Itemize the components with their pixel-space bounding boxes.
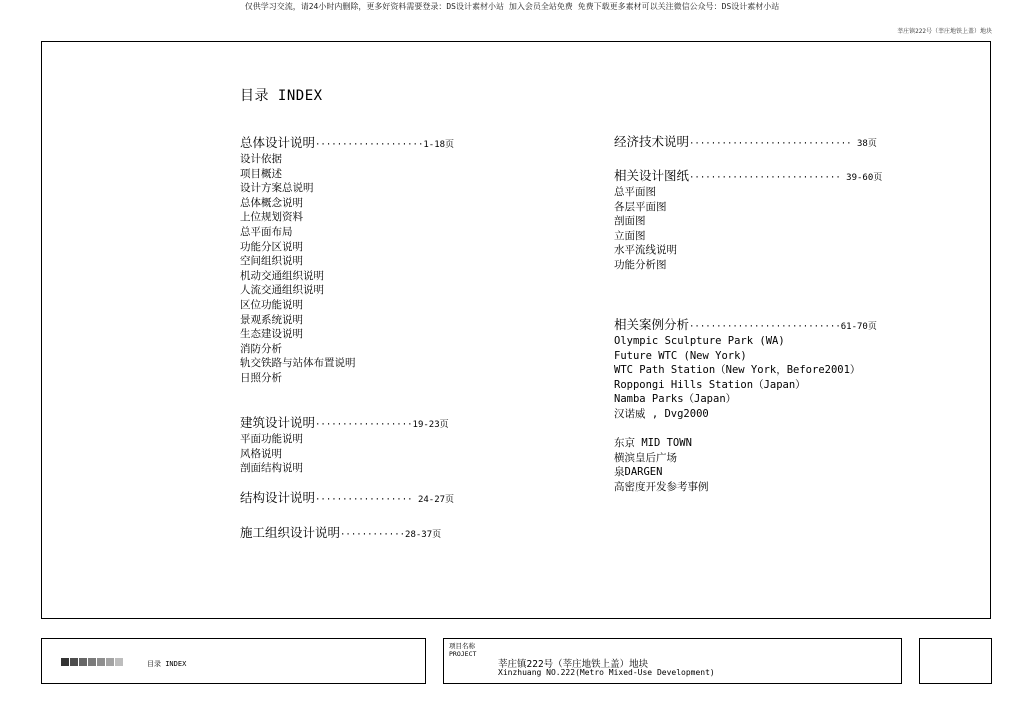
color-swatch: [61, 658, 69, 666]
list-item[interactable]: 水平流线说明: [614, 244, 677, 257]
toc-heading: 相关设计图纸: [614, 168, 690, 183]
list-item[interactable]: Namba Parks（Japan）: [614, 393, 737, 406]
toc-page-range: ····················1-18页: [315, 140, 455, 150]
list-item[interactable]: 上位规划资料: [240, 211, 303, 224]
toc-page-range: ············28-37页: [340, 530, 442, 540]
list-item[interactable]: 人流交通组织说明: [240, 284, 324, 297]
toc-page-range: ···························· 39-60页: [689, 173, 883, 183]
project-label-en: PROJECT: [449, 650, 477, 658]
project-tag: 莘庄镇222号（莘庄地铁上盖）地块: [897, 28, 992, 35]
color-swatch: [97, 658, 105, 666]
toc-heading: 总体设计说明: [240, 135, 316, 150]
project-label-zh: 项目名称: [449, 642, 475, 650]
list-item[interactable]: 区位功能说明: [240, 298, 303, 311]
project-name-zh: 莘庄镇222号（莘庄地铁上盖）地块: [498, 659, 649, 670]
toc-page-range: ·················· 24-27页: [315, 495, 455, 505]
list-item[interactable]: 总平面图: [614, 186, 656, 198]
toc-page-range: ····························61-70页: [689, 322, 877, 332]
project-field-label: [449, 642, 476, 658]
list-item[interactable]: 景观系统说明: [240, 313, 303, 326]
list-item[interactable]: 风格说明: [240, 447, 282, 460]
list-item[interactable]: 消防分析: [240, 342, 282, 355]
project-name-en: Xinzhuang NO.222(Metro Mixed-Use Development): [498, 668, 715, 677]
toc-page-range: ··················19-23页: [315, 420, 449, 430]
list-item[interactable]: Roppongi Hills Station（Japan）: [614, 378, 806, 391]
page-title: 目录 INDEX: [240, 88, 323, 104]
list-item[interactable]: 功能分析图: [614, 258, 667, 271]
color-swatch: [106, 658, 114, 666]
list-spacer: [614, 422, 860, 437]
list-item[interactable]: 设计方案总说明: [240, 182, 314, 195]
toc-list-architecture: [240, 432, 303, 476]
swatch-bar: [61, 658, 123, 666]
list-item[interactable]: Future WTC (New York): [614, 349, 747, 362]
list-item[interactable]: 总平面布局: [240, 225, 293, 238]
color-swatch: [79, 658, 87, 666]
color-swatch: [88, 658, 96, 666]
toc-list-drawings: [614, 185, 677, 273]
toc-section-construction[interactable]: [240, 526, 441, 542]
color-swatch: [115, 658, 123, 666]
list-item[interactable]: 各层平面图: [614, 200, 667, 213]
toc-list-cases: [614, 334, 860, 495]
list-item[interactable]: 总体概念说明: [240, 196, 303, 209]
toc-heading: 结构设计说明: [240, 490, 316, 505]
title-block-index-label: 目录 INDEX: [147, 660, 187, 668]
download-notice: 仅供学习交流，请24小时内删除，更多好资料需要登录：DS设计素材小站 加入会员全站免费 免费下载更多素材可以关注微信公众号：DS设计素材小站: [244, 2, 780, 11]
toc-list-general: [240, 152, 356, 386]
list-item[interactable]: 剖面图: [614, 215, 646, 228]
list-item[interactable]: 剖面结构说明: [240, 462, 303, 475]
list-item[interactable]: 泉DARGEN: [614, 466, 663, 479]
list-item[interactable]: 设计依据: [240, 153, 282, 165]
list-item[interactable]: Olympic Sculpture Park (WA): [614, 335, 785, 347]
toc-section-architecture[interactable]: [240, 416, 449, 432]
toc-heading: 经济技术说明: [614, 134, 690, 149]
list-item[interactable]: 立面图: [614, 229, 646, 242]
toc-section-structure[interactable]: [240, 491, 454, 507]
toc-section-drawings[interactable]: [614, 169, 882, 185]
toc-heading: 相关案例分析: [614, 317, 690, 332]
list-item[interactable]: 高密度开发参考事例: [614, 480, 709, 493]
list-item[interactable]: WTC Path Station（New York，Before2001）: [614, 364, 861, 377]
list-item[interactable]: 日照分析: [240, 371, 282, 384]
toc-section-general[interactable]: [240, 136, 454, 152]
toc-section-economics[interactable]: [614, 135, 877, 151]
list-item[interactable]: 空间组织说明: [240, 255, 303, 268]
list-item[interactable]: 功能分区说明: [240, 240, 303, 253]
title-block-sheet: [919, 638, 992, 684]
list-item[interactable]: 项目概述: [240, 167, 282, 180]
list-item[interactable]: 机动交通组织说明: [240, 269, 324, 282]
toc-heading: 施工组织设计说明: [240, 525, 341, 540]
color-swatch: [70, 658, 78, 666]
list-item[interactable]: 东京 MID TOWN: [614, 437, 692, 450]
list-item[interactable]: 汉诺威 , Dvg2000: [614, 407, 709, 420]
list-item[interactable]: 轨交铁路与站体布置说明: [240, 357, 356, 370]
toc-section-cases[interactable]: [614, 318, 877, 334]
list-item[interactable]: 平面功能说明: [240, 433, 303, 445]
toc-page-range: ······························ 38页: [689, 139, 877, 149]
toc-heading: 建筑设计说明: [240, 415, 316, 430]
list-item[interactable]: 生态建设说明: [240, 328, 303, 341]
list-item[interactable]: 横滨皇后广场: [614, 451, 677, 464]
